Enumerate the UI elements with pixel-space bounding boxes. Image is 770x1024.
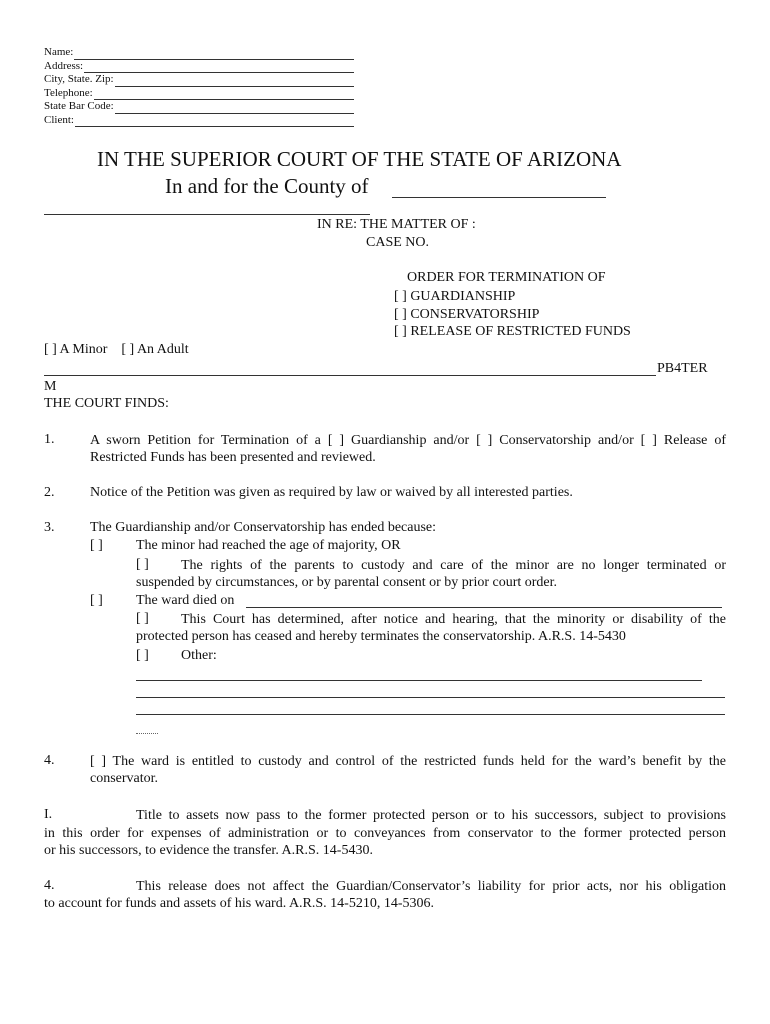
item-4b-text-1: This release does not affect the Guardian/Conservator’s liability for prior acts, nor his obligation <box>136 879 726 894</box>
item-i-line-2 <box>44 825 726 843</box>
parental-rights-line-1 <box>181 557 726 575</box>
item-1-number: 1. <box>44 432 55 447</box>
name-field[interactable] <box>44 46 354 60</box>
court-title: IN THE SUPERIOR COURT OF THE STATE OF ARIZONA <box>97 147 622 171</box>
ward-died-date-line[interactable] <box>246 607 722 608</box>
item-1-line-2: Restricted Funds has been presented and reviewed. <box>90 450 376 465</box>
caption-m: M <box>44 379 57 394</box>
majority-text: The minor had reached the age of majority, OR <box>136 538 401 553</box>
other-line-2[interactable] <box>136 697 725 698</box>
case-no-label: CASE NO. <box>366 235 430 250</box>
city-state-zip-field[interactable] <box>44 73 354 87</box>
disability-ceased-text-1: This Court has determined, after notice and hearing, that the minority or disability of the <box>181 612 726 627</box>
restricted-funds-option[interactable]: [ ] RELEASE OF RESTRICTED FUNDS <box>394 324 631 339</box>
item-i-line-1 <box>136 807 726 825</box>
telephone-label: Telephone: <box>44 86 93 99</box>
item-3-text: The Guardianship and/or Conservatorship has ended because: <box>90 520 437 535</box>
parental-rights-line-2: suspended by circumstances, or by parental consent or by prior court order. <box>136 575 558 590</box>
county-title <box>165 174 369 199</box>
item-i-text-2: in this order for expenses of administration or to conveyances from conservator to the former protected person <box>44 826 726 841</box>
item-4b-line-1 <box>136 878 726 896</box>
disability-ceased-checkbox[interactable]: [ ] <box>136 611 149 626</box>
item-i-text-1: Title to assets now pass to the former protected person or to his successors, subject to provisions <box>136 808 726 823</box>
item-4-text-1: [ ] The ward is entitled to custody and control of the restricted funds held for the ward’s benefit by the <box>90 754 726 769</box>
conservatorship-option[interactable]: [ ] CONSERVATORSHIP <box>394 307 540 322</box>
address-label: Address: <box>44 59 84 72</box>
minor-adult-options[interactable]: [ ] A Minor [ ] An Adult <box>44 342 189 357</box>
guardianship-option[interactable]: [ ] GUARDIANSHIP <box>394 289 516 304</box>
item-3-number: 3. <box>44 520 55 535</box>
majority-checkbox[interactable]: [ ] <box>90 538 103 553</box>
findings-heading: THE COURT FINDS: <box>44 396 169 411</box>
name-label: Name: <box>44 46 74 58</box>
parental-rights-text-1: The rights of the parents to custody and care of the minor are no longer terminated or <box>181 558 726 573</box>
item-4-line-2: conservator. <box>90 771 159 786</box>
city-label: City, State. Zip: <box>44 73 114 85</box>
in-re-label: IN RE: THE MATTER OF : <box>317 217 476 232</box>
disability-ceased-line-1 <box>181 611 726 629</box>
client-field[interactable] <box>44 114 354 128</box>
item-i-line-3: or his successors, to evidence the transfer. A.R.S. 14-5430. <box>44 843 373 858</box>
form-code: PB4TER <box>657 361 708 376</box>
state-bar-code-field[interactable] <box>44 100 354 114</box>
other-line-4 <box>136 733 158 734</box>
bar-code-label: State Bar Code: <box>44 100 114 112</box>
item-2-number: 2. <box>44 485 55 500</box>
other-label: Other: <box>181 648 217 663</box>
county-input-line[interactable] <box>392 197 606 198</box>
ward-died-checkbox[interactable]: [ ] <box>90 593 103 608</box>
order-title: ORDER FOR TERMINATION OF <box>407 270 606 285</box>
other-line-1[interactable] <box>136 680 702 681</box>
attorney-header <box>44 46 354 127</box>
ward-died-text: The ward died on <box>136 593 235 608</box>
item-1-line-1 <box>90 432 726 450</box>
other-line-3[interactable] <box>136 714 725 715</box>
telephone-field[interactable] <box>44 87 354 101</box>
other-checkbox[interactable]: [ ] <box>136 648 149 663</box>
item-4-line-1 <box>90 753 726 771</box>
party-name-line[interactable] <box>44 214 370 215</box>
client-label: Client: <box>44 113 74 126</box>
item-1-text-1: A sworn Petition for Termination of a [ ] Guardianship and/or [ ] Conservatorship and/or [ ] Release of <box>90 433 726 448</box>
item-4b-line-2: to account for funds and assets of his ward. A.R.S. 14-5210, 14-5306. <box>44 896 435 911</box>
county-label: In and for the County of <box>165 174 369 198</box>
caption-divider-line <box>44 375 656 376</box>
disability-ceased-line-2: protected person has ceased and hereby terminates the conservatorship. A.R.S. 14-5430 <box>136 629 626 644</box>
item-4b-number: 4. <box>44 878 55 893</box>
item-4-number: 4. <box>44 753 55 768</box>
address-field[interactable] <box>44 60 354 74</box>
item-i-number: I. <box>44 807 53 822</box>
item-2-text: Notice of the Petition was given as required by law or waived by all interested parties. <box>90 485 573 500</box>
parental-rights-checkbox[interactable]: [ ] <box>136 557 149 572</box>
